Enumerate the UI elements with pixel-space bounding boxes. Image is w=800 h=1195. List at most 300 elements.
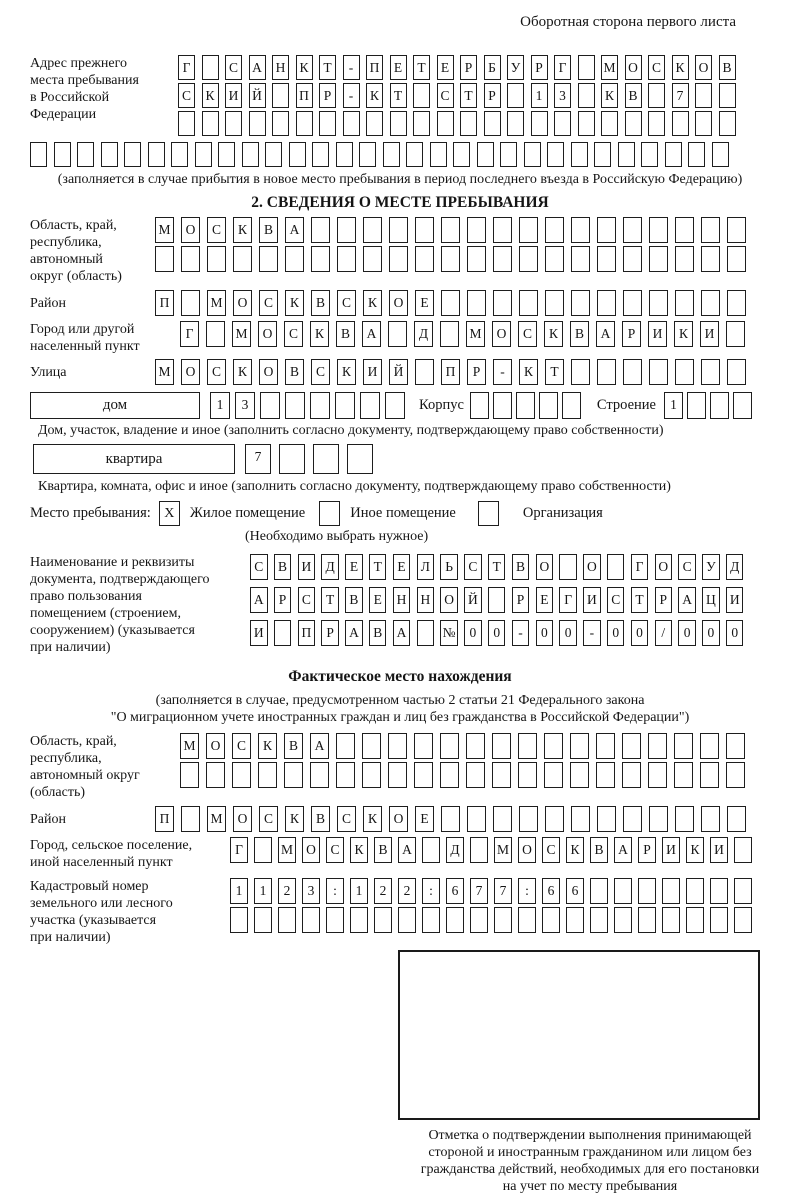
char-cell [597, 290, 616, 316]
actual-location-title: Фактическое место нахождения [288, 668, 512, 685]
char-cell: И [298, 554, 316, 580]
char-cell [347, 444, 373, 474]
char-cell [335, 392, 355, 419]
char-cell [124, 142, 141, 167]
char-cell: С [232, 733, 251, 759]
char-cell [272, 83, 289, 108]
char-cell: 3 [554, 83, 571, 108]
char-cell: О [625, 55, 642, 80]
char-cell [570, 762, 589, 788]
char-cell: Е [437, 55, 454, 80]
char-cell [422, 837, 440, 863]
char-cell: Р [622, 321, 641, 347]
char-cell: И [583, 587, 601, 613]
char-cell: Й [389, 359, 408, 385]
char-cell [232, 762, 251, 788]
char-cell [493, 392, 512, 419]
char-cell [727, 290, 746, 316]
char-cell: М [155, 359, 174, 385]
apartment-note: Квартира, комната, офис и иное (заполнить согласно документу, подтверждающему право собственности) [38, 479, 671, 494]
char-cell [467, 246, 486, 272]
char-cell [675, 359, 694, 385]
char-cell: П [366, 55, 383, 80]
char-cell [571, 359, 590, 385]
section2-title: 2. СВЕДЕНИЯ О МЕСТЕ ПРЕБЫВАНИЯ [251, 194, 549, 211]
cadastral-row-2[interactable] [230, 907, 752, 933]
char-cell: Д [414, 321, 433, 347]
char-cell [578, 111, 595, 136]
char-cell [470, 392, 489, 419]
char-cell: М [278, 837, 296, 863]
actual-region-row-2[interactable] [180, 762, 745, 788]
char-cell [274, 620, 292, 646]
checkbox-other-premises[interactable] [319, 501, 340, 526]
char-cell [638, 878, 656, 904]
char-cell [710, 907, 728, 933]
char-cell: У [507, 55, 524, 80]
stroenie-label: Строение [596, 397, 656, 413]
char-cell [623, 290, 642, 316]
char-cell [30, 142, 47, 167]
char-cell [601, 111, 618, 136]
char-cell: С [259, 806, 278, 832]
char-cell: Р [321, 620, 339, 646]
char-cell [181, 290, 200, 316]
char-cell: 1 [531, 83, 548, 108]
char-cell: К [310, 321, 329, 347]
char-cell [571, 217, 590, 243]
char-cell: Е [536, 587, 554, 613]
char-cell: 6 [566, 878, 584, 904]
char-cell [225, 111, 242, 136]
char-cell [623, 359, 642, 385]
char-cell: О [259, 359, 278, 385]
cadastral-block [30, 878, 770, 946]
char-cell [362, 733, 381, 759]
char-cell: К [285, 806, 304, 832]
city-label: Город или другой населенный пункт [30, 322, 140, 354]
apartment-block [30, 444, 770, 474]
document-row-2[interactable] [250, 587, 743, 613]
actual-city-row[interactable] [230, 837, 752, 863]
char-cell: С [207, 359, 226, 385]
char-cell [686, 878, 704, 904]
char-cell: С [648, 55, 665, 80]
region-label: Область, край, республика, автономный округ (область) [30, 218, 122, 284]
char-cell [484, 111, 501, 136]
char-cell [207, 246, 226, 272]
prev-address-row-2[interactable] [178, 83, 736, 108]
city-row[interactable] [180, 321, 745, 347]
char-cell [337, 246, 356, 272]
char-cell: П [155, 806, 174, 832]
char-cell: К [674, 321, 693, 347]
char-cell: В [274, 554, 292, 580]
char-cell [148, 142, 165, 167]
char-cell: Т [631, 587, 649, 613]
char-cell: А [249, 55, 266, 80]
document-label: Наименование и реквизиты документа, подтверждающего право пользования помещением (строением, сооружением) (указывается при наличии) [30, 555, 210, 655]
prev-address-row-1[interactable] [178, 55, 736, 80]
char-cell [590, 878, 608, 904]
char-cell: Й [249, 83, 266, 108]
house-block [30, 392, 770, 419]
char-cell: № [440, 620, 458, 646]
stamp-box [398, 950, 760, 1120]
char-cell: Т [369, 554, 387, 580]
char-cell [578, 83, 595, 108]
char-cell: К [296, 55, 313, 80]
char-cell: Р [319, 83, 336, 108]
char-cell [675, 290, 694, 316]
char-cell: 2 [278, 878, 296, 904]
char-cell [388, 733, 407, 759]
char-cell [195, 142, 212, 167]
char-cell [570, 733, 589, 759]
char-cell: М [207, 806, 226, 832]
char-cell [641, 142, 658, 167]
char-cell: Т [488, 554, 506, 580]
actual-region-label: Область, край, республика, автономный округ (область) [30, 734, 140, 800]
char-cell [441, 246, 460, 272]
char-cell: С [326, 837, 344, 863]
char-cell [242, 142, 259, 167]
char-cell [701, 806, 720, 832]
char-cell [571, 142, 588, 167]
char-cell: Б [484, 55, 501, 80]
char-cell [492, 762, 511, 788]
checkbox-residential[interactable]: X [159, 501, 180, 526]
char-cell [648, 111, 665, 136]
char-cell [597, 217, 616, 243]
char-cell [477, 142, 494, 167]
char-cell [254, 907, 272, 933]
actual-region-row-1[interactable] [180, 733, 745, 759]
char-cell [422, 907, 440, 933]
char-cell [516, 392, 535, 419]
char-cell [701, 290, 720, 316]
char-cell [519, 806, 538, 832]
char-cell: Н [393, 587, 411, 613]
char-cell [607, 554, 625, 580]
char-cell: И [648, 321, 667, 347]
apartment-type-box: квартира [33, 444, 235, 474]
actual-district-row[interactable] [155, 806, 746, 832]
char-cell [310, 392, 330, 419]
char-cell: Т [460, 83, 477, 108]
char-cell: И [225, 83, 242, 108]
char-cell [374, 907, 392, 933]
char-cell [310, 762, 329, 788]
checkbox-organization[interactable] [478, 501, 499, 526]
district-block [30, 290, 770, 316]
char-cell [258, 762, 277, 788]
char-cell: Р [531, 55, 548, 80]
char-cell: А [362, 321, 381, 347]
char-cell: О [233, 290, 252, 316]
char-cell: О [389, 290, 408, 316]
char-cell [662, 878, 680, 904]
char-cell [415, 217, 434, 243]
korpus-row[interactable] [470, 392, 581, 419]
char-cell: К [566, 837, 584, 863]
char-cell [343, 111, 360, 136]
char-cell [649, 359, 668, 385]
prev-address-block [30, 55, 770, 139]
prev-address-row-4[interactable] [30, 142, 770, 167]
char-cell [559, 554, 577, 580]
char-cell [302, 907, 320, 933]
char-cell: Д [726, 554, 744, 580]
char-cell [596, 762, 615, 788]
char-cell [466, 733, 485, 759]
char-cell [545, 806, 564, 832]
char-cell: У [702, 554, 720, 580]
char-cell: С [337, 806, 356, 832]
char-cell [383, 142, 400, 167]
char-cell: В [311, 806, 330, 832]
char-cell: Р [655, 587, 673, 613]
char-cell [544, 733, 563, 759]
char-cell [285, 392, 305, 419]
actual-city-label: Город, сельское поселение, иной населенный пункт [30, 838, 193, 870]
house-note: Дом, участок, владение и иное (заполнить согласно документу, подтверждающему право собственности) [38, 423, 664, 438]
char-cell [727, 217, 746, 243]
char-cell [390, 111, 407, 136]
region-row-1[interactable] [155, 217, 746, 243]
stay-type-block [30, 501, 770, 526]
char-cell: : [422, 878, 440, 904]
char-cell: И [662, 837, 680, 863]
district-row[interactable] [155, 290, 746, 316]
char-cell [388, 321, 407, 347]
char-cell: А [614, 837, 632, 863]
char-cell [171, 142, 188, 167]
char-cell [578, 55, 595, 80]
char-cell: С [337, 290, 356, 316]
char-cell [202, 55, 219, 80]
char-cell [649, 246, 668, 272]
char-cell: С [178, 83, 195, 108]
char-cell [675, 246, 694, 272]
char-cell: К [363, 806, 382, 832]
actual-location-note-1: (заполняется в случае, предусмотренном частью 2 статьи 21 Федерального закона [155, 693, 645, 708]
char-cell [360, 392, 380, 419]
char-cell [441, 290, 460, 316]
char-cell [686, 907, 704, 933]
char-cell: Р [484, 83, 501, 108]
char-cell: П [296, 83, 313, 108]
char-cell [415, 359, 434, 385]
char-cell: Й [464, 587, 482, 613]
char-cell: В [374, 837, 392, 863]
char-cell [272, 111, 289, 136]
char-cell: О [181, 359, 200, 385]
char-cell: О [440, 587, 458, 613]
char-cell: Т [413, 55, 430, 80]
char-cell: С [250, 554, 268, 580]
char-cell [712, 142, 729, 167]
char-cell: Е [393, 554, 411, 580]
char-cell: 1 [350, 878, 368, 904]
char-cell: Е [415, 806, 434, 832]
char-cell [453, 142, 470, 167]
char-cell: Н [417, 587, 435, 613]
char-cell: Е [415, 290, 434, 316]
char-cell [470, 907, 488, 933]
char-cell: М [207, 290, 226, 316]
char-cell [296, 111, 313, 136]
char-cell [597, 246, 616, 272]
char-cell: 7 [494, 878, 512, 904]
char-cell: К [337, 359, 356, 385]
char-cell: В [336, 321, 355, 347]
region-row-2[interactable] [155, 246, 746, 272]
char-cell [406, 142, 423, 167]
char-cell: К [233, 359, 252, 385]
document-row-3[interactable] [250, 620, 743, 646]
char-cell: 0 [488, 620, 506, 646]
char-cell: Г [180, 321, 199, 347]
actual-location-note-2: "О миграционном учете иностранных граждан и лиц без гражданства в Российской Федерации") [110, 710, 690, 725]
char-cell [719, 83, 736, 108]
char-cell: 7 [470, 878, 488, 904]
char-cell [336, 762, 355, 788]
char-cell: С [437, 83, 454, 108]
char-cell [554, 111, 571, 136]
char-cell: К [233, 217, 252, 243]
char-cell: Р [460, 55, 477, 80]
char-cell: - [493, 359, 512, 385]
city-block [30, 321, 770, 355]
cadastral-row-1[interactable] [230, 878, 752, 904]
char-cell: 0 [678, 620, 696, 646]
actual-region-block [30, 733, 770, 801]
char-cell [260, 392, 280, 419]
char-cell [178, 111, 195, 136]
char-cell [542, 907, 560, 933]
char-cell: П [298, 620, 316, 646]
char-cell: В [570, 321, 589, 347]
street-block [30, 359, 770, 385]
char-cell: : [326, 878, 344, 904]
char-cell [623, 246, 642, 272]
char-cell [597, 359, 616, 385]
char-cell [389, 246, 408, 272]
char-cell: Г [230, 837, 248, 863]
street-row[interactable] [155, 359, 746, 385]
street-label: Улица [30, 365, 67, 380]
char-cell [285, 246, 304, 272]
char-cell: Ь [440, 554, 458, 580]
korpus-label: Корпус [419, 397, 464, 413]
char-cell [507, 111, 524, 136]
char-cell: Г [631, 554, 649, 580]
char-cell: Е [369, 587, 387, 613]
char-cell: А [310, 733, 329, 759]
char-cell [278, 907, 296, 933]
char-cell: В [311, 290, 330, 316]
apartment-number-row[interactable] [245, 444, 373, 474]
char-cell [545, 217, 564, 243]
char-cell [701, 359, 720, 385]
char-cell: С [259, 290, 278, 316]
char-cell [389, 217, 408, 243]
char-cell: Д [446, 837, 464, 863]
char-cell: К [686, 837, 704, 863]
char-cell [312, 142, 329, 167]
char-cell: М [601, 55, 618, 80]
actual-district-block [30, 806, 770, 832]
char-cell [493, 806, 512, 832]
char-cell [467, 290, 486, 316]
char-cell: Г [178, 55, 195, 80]
char-cell [700, 762, 719, 788]
char-cell: А [345, 620, 363, 646]
char-cell [519, 246, 538, 272]
char-cell: 3 [302, 878, 320, 904]
char-cell: О [389, 806, 408, 832]
char-cell [366, 111, 383, 136]
char-cell: 6 [542, 878, 560, 904]
char-cell: К [363, 290, 382, 316]
char-cell [441, 217, 460, 243]
char-cell [446, 907, 464, 933]
char-cell [545, 290, 564, 316]
char-cell: С [678, 554, 696, 580]
char-cell [562, 392, 581, 419]
char-cell: Г [559, 587, 577, 613]
char-cell: И [726, 587, 744, 613]
char-cell [590, 907, 608, 933]
char-cell [430, 142, 447, 167]
house-number-row[interactable] [210, 392, 405, 419]
char-cell [398, 907, 416, 933]
prev-address-row-3[interactable] [178, 111, 736, 136]
char-cell: В [284, 733, 303, 759]
char-cell: Т [319, 55, 336, 80]
actual-district-label: Район [30, 812, 66, 827]
char-cell: О [181, 217, 200, 243]
char-cell: - [343, 55, 360, 80]
char-cell [594, 142, 611, 167]
document-row-1[interactable] [250, 554, 743, 580]
char-cell [284, 762, 303, 788]
char-cell [350, 907, 368, 933]
char-cell: Р [467, 359, 486, 385]
char-cell: Д [321, 554, 339, 580]
char-cell [77, 142, 94, 167]
char-cell [625, 111, 642, 136]
char-cell: 0 [559, 620, 577, 646]
char-cell [649, 806, 668, 832]
char-cell [695, 83, 712, 108]
char-cell [571, 246, 590, 272]
char-cell: О [258, 321, 277, 347]
char-cell [414, 762, 433, 788]
stroenie-row[interactable] [664, 392, 752, 419]
char-cell: 3 [235, 392, 255, 419]
char-cell [726, 762, 745, 788]
char-cell: К [519, 359, 538, 385]
char-cell [440, 762, 459, 788]
char-cell [726, 321, 745, 347]
stamp-caption: Отметка о подтверждении выполнения принимающей стороной и иностранным гражданином или лицом без гражданства действий, необходимых для его постановки на учет по месту пребывания [420, 1128, 760, 1194]
char-cell: В [590, 837, 608, 863]
char-cell: Л [417, 554, 435, 580]
char-cell [414, 733, 433, 759]
char-cell [734, 837, 752, 863]
